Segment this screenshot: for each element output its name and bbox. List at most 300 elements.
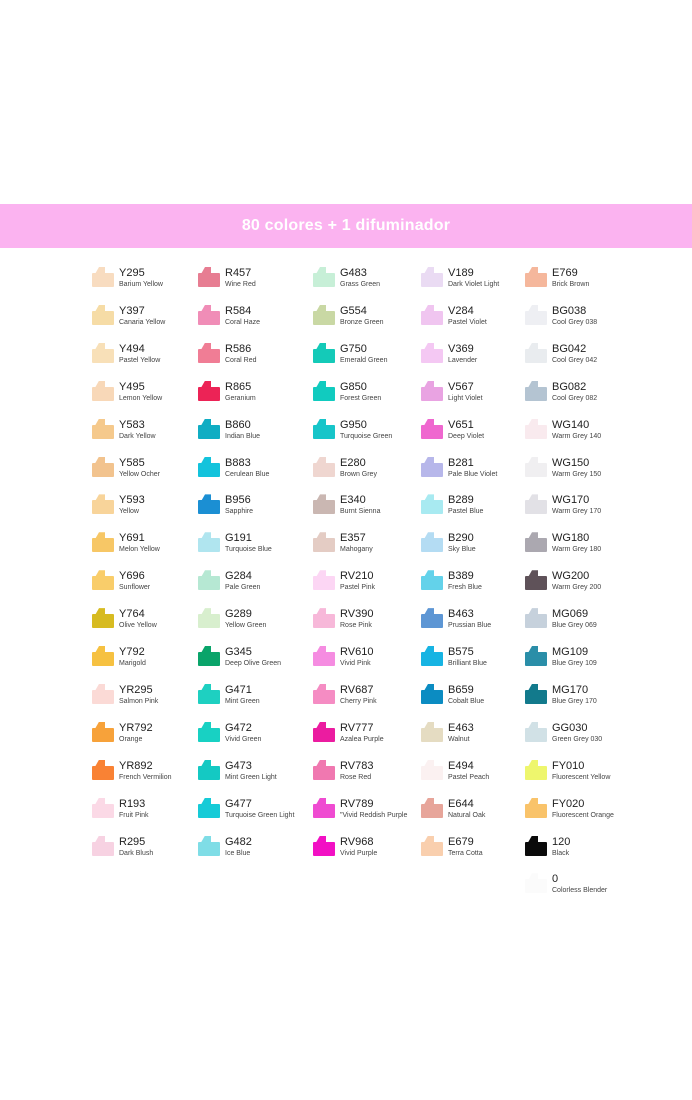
color-entry <box>421 760 533 790</box>
color-name: Coral Haze <box>225 318 261 326</box>
color-code: B389 <box>448 570 474 583</box>
color-swatch <box>313 614 335 628</box>
color-entry <box>198 836 310 866</box>
color-swatch <box>92 652 114 666</box>
color-entry <box>198 267 310 297</box>
color-code: G483 <box>340 267 367 279</box>
color-code: Y593 <box>119 494 145 507</box>
color-code: Y295 <box>119 267 145 279</box>
color-entry <box>198 722 310 752</box>
color-swatch <box>92 766 114 780</box>
color-entry <box>421 646 533 676</box>
color-swatch <box>92 311 114 325</box>
color-swatch <box>198 463 220 477</box>
color-name: Brick Brown <box>552 281 590 288</box>
color-swatch <box>421 804 443 818</box>
color-name: Pastel Violet <box>448 318 487 326</box>
color-name: Vivid Purple <box>340 849 378 857</box>
color-entry <box>313 570 425 600</box>
color-entry <box>313 343 425 373</box>
color-swatch <box>198 690 220 704</box>
color-name: Marigold <box>119 660 146 667</box>
color-entry <box>92 836 204 866</box>
color-name: Geranium <box>225 394 256 402</box>
color-swatch <box>313 576 335 590</box>
color-code: E340 <box>340 494 366 507</box>
color-name: "Vivid Reddish Purple <box>340 811 408 819</box>
color-code: WG150 <box>552 456 590 469</box>
color-swatch <box>198 766 220 780</box>
color-entry <box>525 457 637 487</box>
color-swatch <box>525 766 547 780</box>
color-swatch <box>92 842 114 856</box>
color-entry <box>313 381 425 411</box>
color-name: Fruit Pink <box>119 811 149 819</box>
color-name: Forest Green <box>340 394 382 402</box>
color-entry <box>525 267 637 297</box>
color-name: Brown Grey <box>340 470 377 478</box>
color-entry <box>198 570 310 600</box>
color-code: E644 <box>448 797 474 810</box>
color-entry <box>198 343 310 373</box>
color-code: Y691 <box>119 532 145 545</box>
color-code: 120 <box>552 835 571 848</box>
color-code: G345 <box>225 646 252 658</box>
color-code: RV968 <box>340 835 374 848</box>
color-code: B956 <box>225 494 251 507</box>
color-entry <box>198 419 310 449</box>
color-swatch <box>198 311 220 325</box>
color-code: Y397 <box>119 304 145 317</box>
color-name: Lavender <box>448 356 478 364</box>
color-swatch <box>525 804 547 818</box>
color-entry <box>421 532 533 562</box>
color-entry <box>421 836 533 866</box>
color-entry <box>313 267 425 297</box>
color-code: R295 <box>119 835 146 848</box>
color-swatch <box>92 690 114 704</box>
color-swatch <box>92 728 114 742</box>
color-name: Mint Green Light <box>225 773 277 781</box>
color-entry <box>313 798 425 828</box>
color-name: Terra Cotta <box>448 849 483 857</box>
color-name: Fresh Blue <box>448 584 482 592</box>
color-swatch <box>313 387 335 401</box>
color-name: Turquoise Green <box>340 432 393 440</box>
color-name: Sapphire <box>225 508 254 516</box>
color-entry <box>421 798 533 828</box>
color-code: RV789 <box>340 797 374 810</box>
color-name: Rose Red <box>340 773 372 781</box>
color-code: Y696 <box>119 570 145 583</box>
color-swatch <box>525 728 547 742</box>
color-swatch <box>421 349 443 363</box>
color-swatch <box>198 652 220 666</box>
color-entry <box>92 457 204 487</box>
color-swatch <box>92 804 114 818</box>
color-swatch <box>421 538 443 552</box>
color-swatch <box>421 387 443 401</box>
color-entry <box>92 267 204 297</box>
color-code: YR295 <box>119 683 153 696</box>
color-entry <box>92 646 204 676</box>
color-name: Warm Grey 140 <box>552 432 602 440</box>
color-name: Sky Blue <box>448 546 476 554</box>
color-entry <box>525 608 637 638</box>
color-entry <box>92 760 204 790</box>
color-code: B289 <box>448 494 474 507</box>
color-entry <box>525 570 637 600</box>
color-code: R193 <box>119 797 146 810</box>
color-code: E463 <box>448 721 474 734</box>
color-code: RV687 <box>340 683 374 696</box>
color-name: Warm Grey 180 <box>552 546 602 554</box>
color-code: R584 <box>225 304 252 317</box>
color-code: RV777 <box>340 721 374 734</box>
color-entry <box>92 343 204 373</box>
color-name: Canaria Yellow <box>119 318 166 326</box>
color-entry <box>313 608 425 638</box>
color-entry <box>421 570 533 600</box>
color-code: G473 <box>225 759 252 772</box>
color-swatch <box>198 538 220 552</box>
color-entry <box>198 381 310 411</box>
color-code: 0 <box>552 873 559 886</box>
color-name: Rose Pink <box>340 622 372 630</box>
color-entry <box>525 722 637 752</box>
color-entry <box>525 305 637 335</box>
color-swatch <box>313 311 335 325</box>
color-code: YR792 <box>119 721 153 734</box>
color-entry <box>525 532 637 562</box>
page-title: 80 colores + 1 difuminador <box>241 217 451 234</box>
color-code: Y792 <box>119 646 145 658</box>
color-entry <box>421 343 533 373</box>
color-name: Turquoise Blue <box>225 546 272 554</box>
color-entry <box>313 722 425 752</box>
color-code: G284 <box>225 570 252 583</box>
color-entry <box>198 684 310 714</box>
color-code: B860 <box>225 418 251 431</box>
color-swatch <box>198 500 220 514</box>
color-swatch <box>92 500 114 514</box>
color-code: G477 <box>225 797 252 810</box>
color-entry <box>525 494 637 524</box>
color-code: B290 <box>448 532 474 545</box>
color-swatch <box>198 349 220 363</box>
color-swatch <box>525 349 547 363</box>
color-name: Walnut <box>448 735 470 743</box>
color-code: BG042 <box>552 342 587 355</box>
color-code: G472 <box>225 721 252 734</box>
color-name: Barium Yellow <box>119 281 163 288</box>
color-swatch <box>313 842 335 856</box>
color-swatch <box>313 804 335 818</box>
color-swatch <box>198 425 220 439</box>
color-code: V567 <box>448 380 474 393</box>
color-name: Pastel Peach <box>448 773 490 781</box>
color-entry <box>313 419 425 449</box>
color-swatch <box>525 387 547 401</box>
color-name: Prussian Blue <box>448 622 492 630</box>
color-swatch <box>525 463 547 477</box>
color-code: WG200 <box>552 570 590 583</box>
color-name: Orange <box>119 735 143 743</box>
color-swatch <box>92 463 114 477</box>
color-swatch <box>525 538 547 552</box>
color-entry <box>525 646 637 676</box>
color-swatch <box>525 842 547 856</box>
color-name: Colorless Blender <box>552 887 608 895</box>
color-swatch <box>198 387 220 401</box>
color-name: Vivid Green <box>225 735 262 743</box>
color-entry <box>198 608 310 638</box>
color-entry <box>92 570 204 600</box>
color-entry <box>313 494 425 524</box>
color-code: R586 <box>225 342 252 355</box>
color-name: Pastel Yellow <box>119 356 161 364</box>
color-name: Grass Green <box>340 281 381 288</box>
color-name: Pastel Pink <box>340 584 376 592</box>
color-entry <box>198 305 310 335</box>
color-swatch <box>92 576 114 590</box>
color-name: Pale Green <box>225 584 261 592</box>
color-swatch <box>92 387 114 401</box>
color-name: Olive Yellow <box>119 622 157 630</box>
color-swatch <box>313 425 335 439</box>
color-code: MG170 <box>552 683 589 696</box>
color-code: G554 <box>340 304 367 317</box>
color-code: RV610 <box>340 646 374 658</box>
color-swatch <box>313 273 335 287</box>
color-name: Green Grey 030 <box>552 735 603 743</box>
color-name: Vivid Pink <box>340 660 371 667</box>
color-code: E280 <box>340 456 366 469</box>
color-entry <box>92 684 204 714</box>
color-swatch <box>421 311 443 325</box>
color-entry <box>198 798 310 828</box>
color-code: BG038 <box>552 304 587 317</box>
color-entry <box>525 798 637 828</box>
color-code: MG069 <box>552 608 589 621</box>
color-name: Light Violet <box>448 394 483 402</box>
color-entry <box>421 684 533 714</box>
color-code: B463 <box>448 608 474 621</box>
color-entry <box>92 419 204 449</box>
color-code: WG170 <box>552 494 590 507</box>
color-swatch <box>421 842 443 856</box>
color-name: Blue Grey 109 <box>552 660 597 667</box>
color-entry <box>198 494 310 524</box>
color-swatch <box>92 273 114 287</box>
color-entry <box>313 684 425 714</box>
color-name: Dark Violet Light <box>448 281 500 288</box>
color-name: Pale Blue Violet <box>448 470 498 478</box>
color-entry <box>92 381 204 411</box>
color-code: G750 <box>340 342 367 355</box>
color-swatch <box>313 463 335 477</box>
color-entry <box>525 343 637 373</box>
color-code: GG030 <box>552 721 588 734</box>
color-entry <box>92 494 204 524</box>
color-name: Indian Blue <box>225 432 261 440</box>
color-name: Dark Blush <box>119 849 154 857</box>
color-swatch <box>525 500 547 514</box>
color-entry <box>421 419 533 449</box>
color-swatch <box>198 804 220 818</box>
color-code: MG109 <box>552 646 589 658</box>
color-entry <box>313 457 425 487</box>
color-name: Dark Yellow <box>119 432 156 440</box>
color-code: RV210 <box>340 570 374 583</box>
color-code: G482 <box>225 835 252 848</box>
color-code: B883 <box>225 456 251 469</box>
color-swatch <box>525 879 547 893</box>
color-code: V651 <box>448 418 474 431</box>
color-entry <box>313 760 425 790</box>
color-name: Melon Yellow <box>119 546 160 554</box>
color-name: Sunflower <box>119 584 151 592</box>
color-name: Mint Green <box>225 697 260 705</box>
color-entry <box>421 305 533 335</box>
color-swatch <box>198 576 220 590</box>
color-swatch <box>92 538 114 552</box>
color-name: Deep Olive Green <box>225 660 282 667</box>
color-swatch <box>421 766 443 780</box>
color-code: E357 <box>340 532 366 545</box>
color-code: V369 <box>448 342 474 355</box>
color-name: Lemon Yellow <box>119 394 163 402</box>
color-name: Cool Grey 082 <box>552 394 598 402</box>
color-entry <box>198 760 310 790</box>
color-swatch <box>525 273 547 287</box>
color-swatch <box>198 842 220 856</box>
color-swatch <box>421 500 443 514</box>
color-code: V284 <box>448 304 474 317</box>
color-entry <box>198 646 310 676</box>
color-name: Bronze Green <box>340 318 384 326</box>
color-swatch <box>525 576 547 590</box>
color-code: B659 <box>448 683 474 696</box>
color-name: Fluorescent Yellow <box>552 773 611 781</box>
color-code: WG180 <box>552 532 590 545</box>
color-swatch <box>525 425 547 439</box>
color-name: Warm Grey 170 <box>552 508 602 516</box>
color-entry <box>313 532 425 562</box>
color-entry <box>92 305 204 335</box>
color-name: Natural Oak <box>448 811 486 819</box>
color-code: E494 <box>448 759 474 772</box>
color-entry <box>421 494 533 524</box>
color-name: Cerulean Blue <box>225 470 270 478</box>
color-name: Turquoise Green Light <box>225 811 295 819</box>
color-swatch <box>421 425 443 439</box>
color-code: G950 <box>340 418 367 431</box>
color-swatch <box>92 349 114 363</box>
color-name: Cool Grey 042 <box>552 356 598 364</box>
color-name: Yellow <box>119 508 139 516</box>
color-code: G289 <box>225 608 252 621</box>
color-name: Warm Grey 200 <box>552 584 602 592</box>
color-code: Y764 <box>119 608 145 621</box>
color-name: Warm Grey 150 <box>552 470 602 478</box>
color-swatch <box>421 614 443 628</box>
color-code: R865 <box>225 380 252 393</box>
color-entry <box>92 608 204 638</box>
color-code: RV390 <box>340 608 374 621</box>
color-code: Y495 <box>119 380 145 393</box>
color-swatch <box>525 311 547 325</box>
color-name: Cool Grey 038 <box>552 318 598 326</box>
color-name: Salmon Pink <box>119 697 159 705</box>
color-swatch <box>421 652 443 666</box>
color-entry <box>525 381 637 411</box>
color-swatch <box>421 576 443 590</box>
color-code: G850 <box>340 380 367 393</box>
color-name: Cobalt Blue <box>448 697 485 705</box>
color-name: Wine Red <box>225 281 256 288</box>
color-code: FY010 <box>552 759 585 772</box>
color-name: Blue Grey 069 <box>552 622 597 630</box>
color-swatch <box>92 614 114 628</box>
color-swatch <box>421 463 443 477</box>
color-name: Burnt Sienna <box>340 508 381 516</box>
color-code: WG140 <box>552 418 590 431</box>
color-entry <box>525 419 637 449</box>
color-name: Mahogany <box>340 546 373 554</box>
color-name: Emerald Green <box>340 356 388 364</box>
color-name: Yellow Green <box>225 622 267 630</box>
color-name: Cherry Pink <box>340 697 377 705</box>
color-code: B575 <box>448 646 474 658</box>
color-name: French Vermilion <box>119 773 172 781</box>
color-entry <box>313 836 425 866</box>
color-name: Azalea Purple <box>340 735 384 743</box>
color-code: R457 <box>225 267 252 279</box>
color-name: Ice Blue <box>225 849 251 857</box>
color-swatch <box>313 728 335 742</box>
color-entry <box>198 532 310 562</box>
color-swatch <box>525 652 547 666</box>
color-swatch <box>313 652 335 666</box>
color-entry <box>421 722 533 752</box>
color-name: Yellow Ocher <box>119 470 160 478</box>
color-name: Black <box>552 849 570 857</box>
color-code: V189 <box>448 267 474 279</box>
color-code: BG082 <box>552 380 587 393</box>
color-code: B281 <box>448 456 474 469</box>
color-code: G471 <box>225 683 252 696</box>
color-code: E679 <box>448 835 474 848</box>
color-name: Pastel Blue <box>448 508 484 516</box>
color-code: G191 <box>225 532 252 545</box>
color-name: Brilliant Blue <box>448 660 487 667</box>
color-swatch <box>421 273 443 287</box>
color-swatch <box>198 273 220 287</box>
color-code: E769 <box>552 267 578 279</box>
color-entry <box>525 684 637 714</box>
color-swatch <box>313 766 335 780</box>
color-swatch <box>313 538 335 552</box>
color-entry <box>421 608 533 638</box>
color-entry <box>198 457 310 487</box>
color-swatch <box>313 500 335 514</box>
color-swatch <box>92 425 114 439</box>
color-swatch <box>421 690 443 704</box>
color-entry <box>92 722 204 752</box>
color-entry <box>313 305 425 335</box>
color-entry <box>313 646 425 676</box>
